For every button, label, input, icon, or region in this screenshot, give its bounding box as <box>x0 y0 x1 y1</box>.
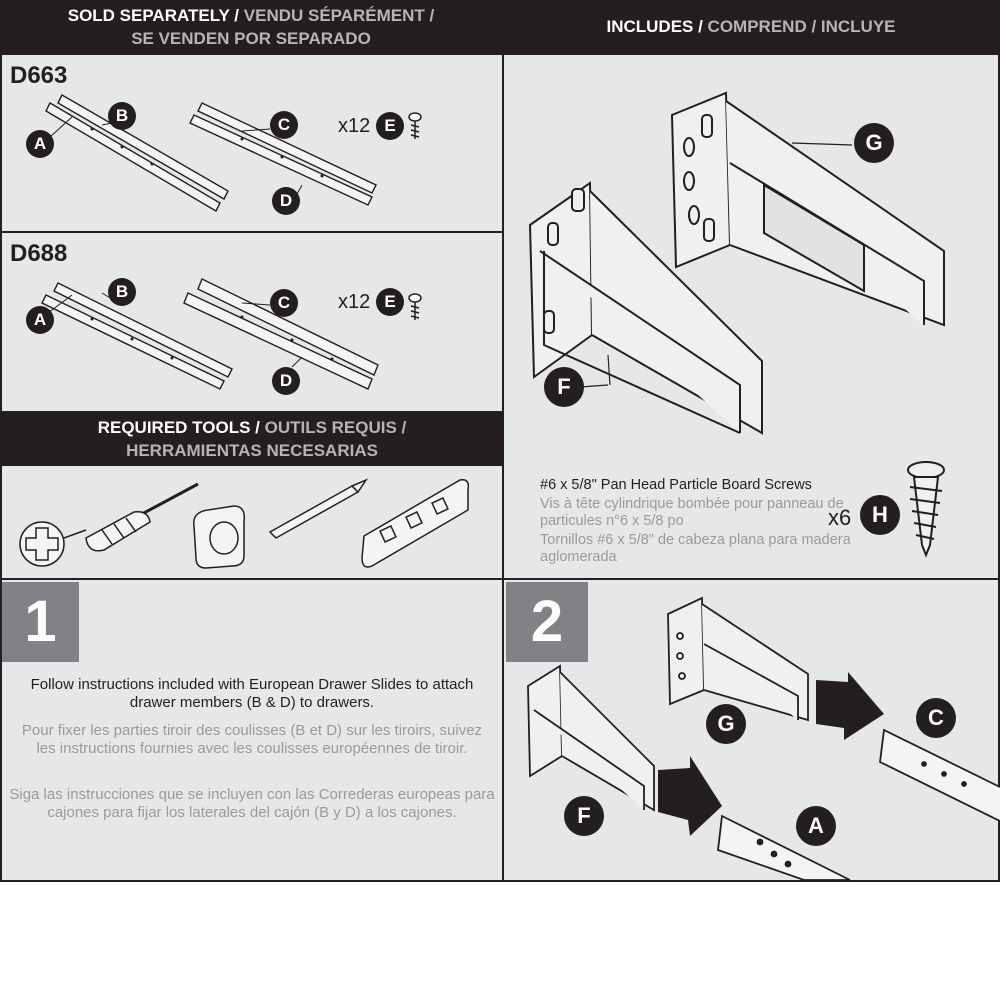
screw-description-en: #6 x 5/8" Pan Head Particle Board Screws <box>540 477 812 493</box>
required-tools-header <box>0 412 504 466</box>
includes-header <box>502 0 1000 54</box>
label-d: D <box>272 367 300 395</box>
bracket-g-icon <box>668 598 808 720</box>
label-f: F <box>564 796 604 836</box>
drilling-jig-icon <box>362 480 468 567</box>
model-d663-panel <box>0 53 504 233</box>
model-name: D688 <box>10 240 68 267</box>
screwdriver-icon <box>86 484 198 551</box>
label-b: B <box>108 278 136 306</box>
screw-description <box>540 477 860 566</box>
sold-separately-header <box>0 0 502 54</box>
required-tools-fr: OUTILS REQUIS / <box>264 418 407 437</box>
pencil-icon <box>270 480 366 538</box>
tools-panel <box>0 464 504 580</box>
label-a: A <box>26 130 54 158</box>
screw-h-quantity: x6 <box>828 505 852 530</box>
screw-quantity: x12 <box>338 115 371 137</box>
step-1-text-en: Follow instructions included with European Drawer Slides to attach drawer members (B & D) to drawers. <box>30 676 474 711</box>
label-d: D <box>272 187 300 215</box>
step-1-panel <box>0 578 504 882</box>
sold-separately-fr: VENDU SÉPARÉMENT / <box>243 6 435 25</box>
label-c: C <box>270 111 298 139</box>
required-tools-es: HERRAMIENTAS NECESARIAS <box>126 441 378 460</box>
drawer-slides-illustration <box>2 233 502 409</box>
screw-description-fr: Vis à tête cylindrique bombée pour panneau de particules n°6 x 5/8 po <box>540 496 844 529</box>
model-d688-panel <box>0 231 504 413</box>
tools-illustration <box>2 466 502 578</box>
step-2-number: 2 <box>506 582 588 662</box>
phillips-head-icon <box>20 522 86 566</box>
step-2-panel <box>502 578 1000 882</box>
tape-measure-icon <box>194 506 245 568</box>
includes-en: INCLUDES / <box>606 17 708 36</box>
label-b: B <box>108 102 136 130</box>
label-h: H <box>860 495 900 535</box>
step-1-text-fr: Pour fixer les parties tiroir des coulisses (B et D) sur les tiroirs, suivez les instructions fournies avec les coulisses européennes de tiroir. <box>21 722 483 757</box>
screw-quantity: x12 <box>338 291 371 313</box>
bracket-f-icon <box>528 666 654 810</box>
required-tools-en: REQUIRED TOOLS / <box>97 418 265 437</box>
includes-panel <box>502 53 1000 580</box>
label-a: A <box>26 306 54 334</box>
label-g: G <box>706 704 746 744</box>
bracket-g-icon <box>672 93 944 325</box>
step-1-number: 1 <box>2 582 79 662</box>
step-1-text-es: Siga las instrucciones que se incluyen con las Correderas europeas para cajones para fijar los laterales del cajón (B y D) a los cajones. <box>9 786 495 821</box>
label-c: C <box>916 698 956 738</box>
label-f: F <box>544 367 584 407</box>
screw-description-es: Tornillos #6 x 5/8" de cabeza plana para madera aglomerada <box>540 532 851 565</box>
screw-h-icon <box>908 462 944 555</box>
label-e: E <box>376 112 404 140</box>
label-g: G <box>854 123 894 163</box>
label-a: A <box>796 806 836 846</box>
label-e: E <box>376 288 404 316</box>
includes-fr-es: COMPREND / INCLUYE <box>707 17 896 36</box>
sold-separately-en: SOLD SEPARATELY / <box>67 6 244 25</box>
label-c: C <box>270 289 298 317</box>
sold-separately-es: SE VENDEN POR SEPARADO <box>131 29 371 48</box>
drawer-slides-illustration <box>2 55 502 231</box>
model-name: D663 <box>10 62 68 89</box>
rail-c-icon <box>880 730 1000 822</box>
